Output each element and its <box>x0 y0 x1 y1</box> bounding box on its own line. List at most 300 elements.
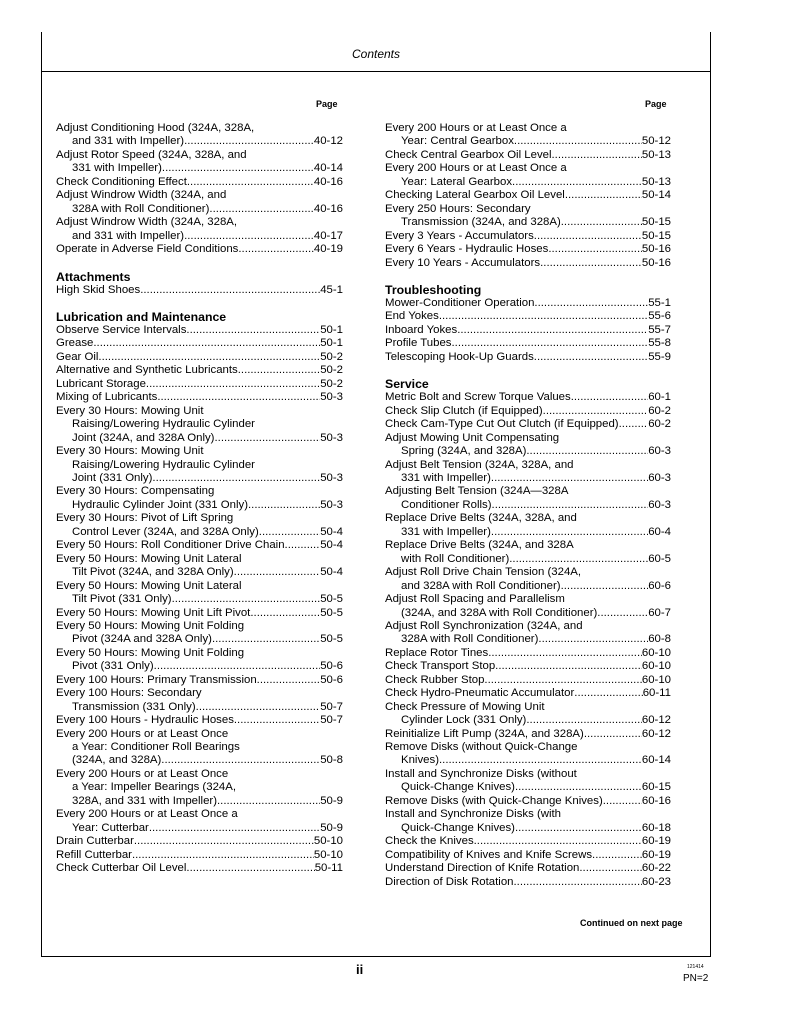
toc-entry[interactable] <box>385 324 671 337</box>
leader-dots <box>250 607 320 620</box>
toc-entry[interactable] <box>56 512 343 539</box>
toc-entry-title: Refill Cutterbar <box>56 848 132 861</box>
toc-entry-page: 60-2 <box>648 404 671 417</box>
toc-entry-line: Every 200 Hours or at Least Once a <box>56 808 238 821</box>
toc-entry[interactable] <box>385 432 671 459</box>
section-heading: Attachments <box>56 269 131 284</box>
toc-entry-page: 50-7 <box>320 700 343 713</box>
toc-entry[interactable] <box>56 768 343 808</box>
toc-entry[interactable] <box>385 647 671 660</box>
toc-entry[interactable] <box>385 257 671 270</box>
toc-entry-page: 50-2 <box>320 377 343 390</box>
toc-entry-line: Every 50 Hours: Mowing Unit Folding <box>56 619 245 632</box>
toc-entry-title: Joint (331 Only) <box>72 471 153 484</box>
leader-dots <box>238 364 320 377</box>
toc-entry-title: End Yokes <box>385 310 439 323</box>
toc-entry-page: 50-5 <box>320 606 343 619</box>
leader-dots <box>488 647 642 660</box>
leader-dots <box>187 176 314 189</box>
leader-dots <box>212 633 320 646</box>
toc-entry[interactable] <box>56 849 343 862</box>
leader-dots <box>209 203 313 216</box>
leader-dots <box>184 135 314 148</box>
leader-dots <box>538 633 648 646</box>
toc-entry[interactable] <box>56 620 343 647</box>
toc-entry[interactable] <box>56 122 343 149</box>
toc-entry-page: 60-3 <box>648 445 671 458</box>
toc-entry-title: Every 3 Years - Accumulators <box>385 229 534 242</box>
toc-entry-title: Every 6 Years - Hydraulic Hoses <box>385 243 549 256</box>
toc-entry-line: Remove Disks (without Quick-Change <box>385 741 578 754</box>
toc-entry[interactable] <box>56 243 343 256</box>
toc-entry[interactable] <box>56 216 343 243</box>
continued-note: Continued on next page <box>580 918 683 928</box>
toc-entry[interactable] <box>385 687 671 700</box>
toc-entry[interactable] <box>56 580 343 607</box>
left-page-column-label: Page <box>316 99 338 109</box>
toc-entry-title: Check Rubber Stop <box>385 673 485 686</box>
toc-entry-title: Check Transport Stop <box>385 660 496 673</box>
toc-entry[interactable] <box>385 405 671 418</box>
toc-entry-title: Replace Rotor Tines <box>385 646 489 659</box>
toc-entry-page: 50-5 <box>320 633 343 646</box>
toc-entry-title: Mower-Conditioner Operation <box>385 296 535 309</box>
leader-dots <box>534 297 648 310</box>
pn-label: PN=2 <box>683 973 709 984</box>
toc-entry-page: 50-5 <box>320 593 343 606</box>
toc-entry-title: Check the Knives <box>385 835 474 848</box>
leader-dots <box>484 674 641 687</box>
toc-entry[interactable] <box>385 768 671 795</box>
leader-dots <box>561 216 642 229</box>
toc-entry-title: Year: Central Gearbox <box>401 135 514 148</box>
leader-dots <box>132 849 314 862</box>
toc-entry-line: Every 30 Hours: Compensating <box>56 485 215 498</box>
toc-entry[interactable] <box>385 674 671 687</box>
toc-entry-title: Year: Cutterbar <box>72 821 149 834</box>
toc-entry-page: 50-11 <box>314 862 343 875</box>
toc-entry[interactable] <box>56 674 343 687</box>
toc-entry[interactable] <box>56 364 343 377</box>
toc-entry-page: 50-3 <box>320 471 343 484</box>
toc-entry-page: 40-19 <box>313 243 343 256</box>
toc-entry-line: Check Pressure of Mowing Unit <box>385 700 545 713</box>
toc-entry-title: Check Cam-Type Cut Out Clutch (if Equipped) <box>385 418 619 431</box>
toc-entry-line: Raising/Lowering Hydraulic Cylinder <box>72 458 255 471</box>
toc-entry-title: Observe Service Intervals <box>56 323 187 336</box>
toc-entry-title: Check Slip Clutch (if Equipped) <box>385 404 543 417</box>
toc-entry-page: 50-3 <box>320 498 343 511</box>
toc-entry-page: 50-1 <box>320 323 343 336</box>
toc-entry-page: 55-1 <box>648 296 671 309</box>
leader-dots <box>492 499 649 512</box>
toc-entry-line: Adjust Rotor Speed (324A, 328A, and <box>56 148 247 161</box>
toc-entry-page: 50-13 <box>641 175 671 188</box>
toc-entry-page: 50-10 <box>313 835 343 848</box>
toc-entry-page: 60-11 <box>642 687 671 700</box>
toc-entry-page: 60-18 <box>641 821 671 834</box>
leader-dots <box>514 135 642 148</box>
leader-dots <box>512 176 642 189</box>
right-page-column-label: Page <box>645 99 667 109</box>
leader-dots <box>259 526 320 539</box>
toc-entry[interactable] <box>56 391 343 404</box>
toc-entry-line: Replace Drive Belts (324A, 328A, and <box>385 512 577 525</box>
leader-dots <box>540 257 642 270</box>
toc-entry-line: Adjust Roll Drive Chain Tension (324A, <box>385 566 582 579</box>
page-number: ii <box>356 962 364 977</box>
section-heading: Service <box>385 377 429 392</box>
toc-entry[interactable] <box>385 862 671 875</box>
toc-entry-line: Adjust Roll Spacing and Parallelism <box>385 593 565 606</box>
leader-dots <box>619 418 649 431</box>
toc-entry[interactable] <box>56 189 343 216</box>
toc-entry[interactable] <box>56 324 343 337</box>
toc-entry[interactable] <box>385 310 671 323</box>
toc-entry-title: Every 100 Hours: Primary Transmission <box>56 673 257 686</box>
toc-entry[interactable] <box>385 391 671 404</box>
toc-entry-page: 50-6 <box>320 660 343 673</box>
toc-entry[interactable] <box>56 337 343 350</box>
leader-dots <box>514 876 642 889</box>
leader-dots <box>515 822 642 835</box>
toc-entry-title: Lubricant Storage <box>56 377 146 390</box>
toc-entry-page: 40-16 <box>313 202 343 215</box>
toc-entry-line: Install and Synchronize Disks (with <box>385 808 561 821</box>
toc-entry-line: Replace Drive Belts (324A, and 328A <box>385 539 574 552</box>
toc-entry-title: Operate in Adverse Field Conditions <box>56 243 239 256</box>
toc-entry[interactable] <box>56 176 343 189</box>
leader-dots <box>534 230 642 243</box>
toc-entry-line: Every 100 Hours: Secondary <box>56 687 202 700</box>
toc-entry-title: Direction of Disk Rotation <box>385 875 514 888</box>
leader-dots <box>534 351 648 364</box>
toc-entry[interactable] <box>56 607 343 620</box>
toc-entry[interactable] <box>56 835 343 848</box>
toc-entry-title: Hydraulic Cylinder Joint (331 Only) <box>72 498 248 511</box>
toc-entry-line: Adjust Windrow Width (324A, and <box>56 189 227 202</box>
toc-entry-page: 60-22 <box>641 862 671 875</box>
toc-entry-line: Adjust Conditioning Hood (324A, 328A, <box>56 122 255 134</box>
toc-entry-title: Pivot (331 Only) <box>72 660 154 673</box>
leader-dots <box>285 539 321 552</box>
toc-entry[interactable] <box>385 835 671 848</box>
toc-entry-line: Every 200 Hours or at Least Once <box>56 767 229 780</box>
toc-entry[interactable] <box>385 512 671 539</box>
toc-entry[interactable] <box>385 351 671 364</box>
toc-entry[interactable] <box>56 405 343 445</box>
toc-entry-page: 50-7 <box>320 714 343 727</box>
leader-dots <box>149 822 320 835</box>
toc-entry-title: Understand Direction of Knife Rotation <box>385 862 580 875</box>
toc-entry[interactable] <box>385 459 671 486</box>
page-header-title: Contents <box>351 47 401 61</box>
toc-entry[interactable] <box>385 593 671 620</box>
leader-dots <box>217 795 320 808</box>
toc-entry-page: 60-16 <box>641 794 671 807</box>
toc-entry[interactable] <box>385 566 671 593</box>
toc-entry-title: Tilt Pivot (331 Only) <box>72 593 172 606</box>
header-rule <box>41 71 711 72</box>
toc-entry-title: (324A, and 328A with Roll Conditioner) <box>401 606 598 619</box>
toc-entry[interactable] <box>385 189 671 202</box>
toc-entry[interactable] <box>385 728 671 741</box>
toc-entry-title: 331 with Impeller) <box>401 525 491 538</box>
toc-entry-title: Mixing of Lubricants <box>56 391 158 404</box>
toc-entry-title: Quick-Change Knives) <box>401 821 515 834</box>
toc-entry-page: 50-12 <box>641 135 671 148</box>
toc-left-column <box>56 122 343 876</box>
leader-dots <box>184 230 314 243</box>
toc-entry-line: Adjusting Belt Tension (324A—328A <box>385 485 569 498</box>
leader-dots <box>162 162 314 175</box>
leader-dots <box>592 849 642 862</box>
leader-dots <box>234 566 321 579</box>
toc-entry-title: Transmission (324A, and 328A) <box>401 216 561 229</box>
leader-dots <box>491 472 648 485</box>
toc-entry-page: 60-3 <box>648 498 671 511</box>
leader-dots <box>495 660 642 673</box>
toc-entry-page: 40-16 <box>313 175 343 188</box>
toc-entry-page: 60-12 <box>641 714 671 727</box>
leader-dots <box>154 660 321 673</box>
leader-dots <box>186 324 320 337</box>
toc-entry[interactable] <box>56 553 343 580</box>
toc-entry[interactable] <box>385 122 671 149</box>
toc-entry[interactable] <box>56 862 343 875</box>
toc-entry-title: Knives) <box>401 754 439 767</box>
toc-entry-page: 60-2 <box>648 418 671 431</box>
toc-entry-page: 50-8 <box>320 754 343 767</box>
toc-entry-page: 50-3 <box>320 431 343 444</box>
leader-dots <box>248 499 320 512</box>
toc-entry-line: a Year: Conditioner Roll Bearings <box>72 741 240 754</box>
toc-entry-line: Adjust Roll Synchronization (324A, and <box>385 619 583 632</box>
toc-entry-page: 50-15 <box>641 229 671 242</box>
toc-entry-page: 50-1 <box>320 337 343 350</box>
toc-entry-title: and 331 with Impeller) <box>72 135 185 148</box>
toc-entry[interactable] <box>56 647 343 674</box>
toc-entry-line: Every 200 Hours or at Least Once a <box>385 162 567 175</box>
toc-entry[interactable] <box>385 620 671 647</box>
toc-entry-title: Joint (324A, and 328A Only) <box>72 431 215 444</box>
leader-dots <box>152 472 320 485</box>
toc-entry-page: 60-1 <box>648 391 671 404</box>
toc-entry[interactable] <box>56 445 343 485</box>
toc-entry-line: a Year: Impeller Bearings (324A, <box>72 781 236 794</box>
toc-entry[interactable] <box>56 351 343 364</box>
toc-entry-page: 60-5 <box>648 552 671 565</box>
leader-dots <box>93 337 320 350</box>
toc-entry-title: 328A with Roll Conditioner) <box>72 202 210 215</box>
toc-entry-line: Every 50 Hours: Mowing Unit Lateral <box>56 579 242 592</box>
toc-entry-title: and 328A with Roll Conditioner) <box>401 579 561 592</box>
toc-entry-page: 50-4 <box>320 566 343 579</box>
toc-entry-page: 60-4 <box>648 525 671 538</box>
leader-dots <box>491 526 648 539</box>
leader-dots <box>561 580 649 593</box>
toc-entry-page: 50-15 <box>641 216 671 229</box>
toc-entry-page: 60-15 <box>641 781 671 794</box>
toc-entry-page: 60-7 <box>648 606 671 619</box>
toc-entry-title: Every 50 Hours: Mowing Unit Lift Pivot <box>56 606 251 619</box>
toc-entry-title: Conditioner Rolls) <box>401 498 492 511</box>
leader-dots <box>509 553 648 566</box>
toc-entry-title: Grease <box>56 337 94 350</box>
toc-entry[interactable] <box>385 539 671 566</box>
toc-entry-title: Drain Cutterbar <box>56 835 134 848</box>
toc-entry-page: 45-1 <box>320 283 343 296</box>
toc-entry-page: 60-14 <box>641 754 671 767</box>
toc-entry-title: Check Cutterbar Oil Level <box>56 862 187 875</box>
toc-entry-title: 331 with Impeller) <box>401 471 491 484</box>
toc-entry[interactable] <box>56 714 343 727</box>
toc-entry-page: 55-8 <box>648 337 671 350</box>
leader-dots <box>146 378 320 391</box>
leader-dots <box>172 593 321 606</box>
toc-entry-page: 60-23 <box>641 875 671 888</box>
leader-dots <box>214 432 320 445</box>
toc-entry[interactable] <box>385 795 671 808</box>
toc-entry-page: 50-13 <box>641 148 671 161</box>
toc-entry-line: Adjust Windrow Width (324A, 328A, <box>56 216 238 229</box>
toc-entry-page: 40-17 <box>313 229 343 242</box>
leader-dots <box>579 862 641 875</box>
toc-entry-title: (324A, and 328A) <box>72 754 162 767</box>
toc-entry-page: 50-16 <box>641 256 671 269</box>
leader-dots <box>157 391 320 404</box>
leader-dots <box>515 781 642 794</box>
toc-entry-title: Telescoping Hook-Up Guards <box>385 350 534 363</box>
toc-entry-page: 60-19 <box>641 848 671 861</box>
toc-entry-title: Year: Lateral Gearbox <box>401 175 513 188</box>
toc-entry-line: Every 30 Hours: Mowing Unit <box>56 404 204 417</box>
toc-entry-page: 55-6 <box>648 310 671 323</box>
toc-entry-title: Check Central Gearbox Oil Level <box>385 148 552 161</box>
toc-entry-title: Every 50 Hours: Roll Conditioner Drive Chain <box>56 539 285 552</box>
leader-dots <box>543 405 649 418</box>
toc-entry-title: Metric Bolt and Screw Torque Values <box>385 391 571 404</box>
toc-entry-page: 60-19 <box>641 835 671 848</box>
toc-entry-page: 50-6 <box>320 673 343 686</box>
leader-dots <box>238 243 314 256</box>
toc-entry-title: Check Hydro-Pneumatic Accumulator <box>385 687 575 700</box>
toc-entry-title: 328A with Roll Conditioner) <box>401 633 539 646</box>
toc-entry[interactable] <box>385 418 671 431</box>
leader-dots <box>451 337 648 350</box>
toc-entry[interactable] <box>56 378 343 391</box>
toc-entry-title: Pivot (324A and 328A Only) <box>72 633 212 646</box>
toc-entry-title: Every 100 Hours - Hydraulic Hoses <box>56 714 234 727</box>
toc-right-column <box>385 122 671 889</box>
toc-entry-title: Check Conditioning Effect <box>56 175 187 188</box>
toc-entry[interactable] <box>56 149 343 176</box>
toc-entry-title: Compatibility of Knives and Knife Screws <box>385 848 593 861</box>
toc-entry[interactable] <box>56 539 343 552</box>
leader-dots <box>574 687 642 700</box>
toc-entry[interactable] <box>385 203 671 230</box>
toc-entry-page: 50-14 <box>641 189 671 202</box>
toc-entry-line: Adjust Mowing Unit Compensating <box>385 431 560 444</box>
leader-dots <box>196 701 321 714</box>
toc-entry[interactable] <box>385 485 671 512</box>
toc-entry[interactable] <box>385 297 671 310</box>
toc-entry[interactable] <box>385 876 671 889</box>
toc-entry[interactable] <box>385 230 671 243</box>
toc-entry-title: and 331 with Impeller) <box>72 229 185 242</box>
toc-entry-line: Every 200 Hours or at Least Once <box>56 727 229 740</box>
toc-entry-title: Spring (324A, and 328A) <box>401 445 527 458</box>
toc-entry[interactable] <box>385 337 671 350</box>
toc-entry-title: Profile Tubes <box>385 337 452 350</box>
leader-dots <box>234 714 320 727</box>
toc-entry-page: 55-7 <box>648 323 671 336</box>
toc-entry[interactable] <box>56 485 343 512</box>
toc-entry[interactable] <box>385 149 671 162</box>
toc-entry-page: 50-10 <box>313 848 343 861</box>
leader-dots <box>552 149 642 162</box>
leader-dots <box>257 674 321 687</box>
section-heading: Troubleshooting <box>385 282 482 297</box>
leader-dots <box>571 391 648 404</box>
toc-entry-page: 50-2 <box>320 350 343 363</box>
toc-entry[interactable] <box>385 660 671 673</box>
toc-entry[interactable] <box>385 162 671 189</box>
toc-entry-title: Transmission (331 Only) <box>72 700 196 713</box>
toc-entry-title: with Roll Conditioner) <box>401 552 510 565</box>
toc-entry[interactable] <box>385 808 671 835</box>
toc-entry-page: 50-9 <box>320 794 343 807</box>
document-code: 121414 <box>687 964 704 970</box>
leader-dots <box>186 862 314 875</box>
toc-entry-page: 50-9 <box>320 821 343 834</box>
toc-entry-page: 60-10 <box>641 646 671 659</box>
toc-entry-title: Gear Oil <box>56 350 99 363</box>
toc-entry[interactable] <box>385 243 671 256</box>
leader-dots <box>98 351 320 364</box>
leader-dots <box>134 835 314 848</box>
leader-dots <box>526 445 648 458</box>
toc-entry-page: 60-3 <box>648 471 671 484</box>
toc-entry-title: Checking Lateral Gearbox Oil Level <box>385 189 565 202</box>
toc-entry[interactable] <box>56 728 343 768</box>
toc-entry-title: Cylinder Lock (331 Only) <box>401 714 527 727</box>
toc-entry-line: Every 200 Hours or at Least Once a <box>385 122 567 134</box>
leader-dots <box>526 714 642 727</box>
toc-entry[interactable] <box>56 284 343 297</box>
leader-dots <box>597 607 648 620</box>
toc-entry[interactable] <box>56 687 343 714</box>
section-heading: Lubrication and Maintenance <box>56 309 227 324</box>
toc-entry-title: Tilt Pivot (324A, and 328A Only) <box>72 566 234 579</box>
toc-entry-line: Raising/Lowering Hydraulic Cylinder <box>72 418 255 431</box>
toc-entry-page: 60-8 <box>648 633 671 646</box>
leader-dots <box>603 795 642 808</box>
toc-entry[interactable] <box>385 741 671 768</box>
toc-entry[interactable] <box>385 849 671 862</box>
leader-dots <box>439 310 648 323</box>
toc-entry-title: Every 10 Years - Accumulators <box>385 256 541 269</box>
leader-dots <box>161 754 320 767</box>
toc-entry-page: 60-6 <box>648 579 671 592</box>
toc-entry[interactable] <box>385 701 671 728</box>
toc-entry-title: Alternative and Synthetic Lubricants <box>56 364 238 377</box>
leader-dots <box>584 728 642 741</box>
leader-dots <box>439 754 642 767</box>
leader-dots <box>565 189 642 202</box>
leader-dots <box>548 243 642 256</box>
toc-entry[interactable] <box>56 808 343 835</box>
